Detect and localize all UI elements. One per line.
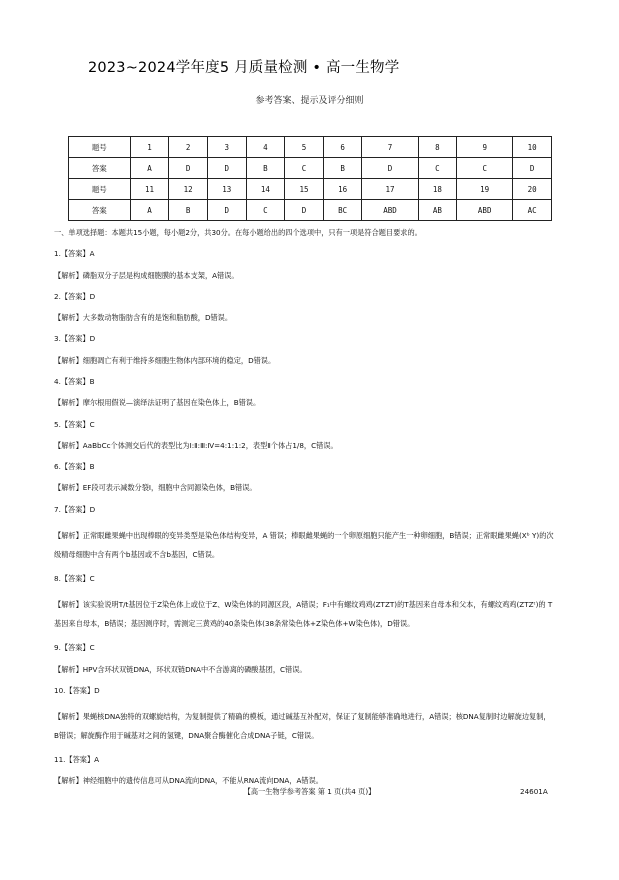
table-cell: D — [207, 158, 246, 179]
explanation-text: 【解析】神经细胞中的遗传信息可从DNA流向DNA，不能从RNA流向DNA，A错误。 — [54, 776, 323, 786]
table-cell: 19 — [457, 179, 513, 200]
table-cell: BC — [323, 200, 362, 221]
answer-line: 6.【答案】B — [54, 462, 95, 472]
table-cell: 6 — [323, 137, 362, 158]
table-cell: D — [362, 158, 418, 179]
table-cell: 16 — [323, 179, 362, 200]
answer-line: 2.【答案】D — [54, 291, 96, 301]
table-cell: 5 — [285, 137, 324, 158]
table-cell: B — [169, 200, 208, 221]
table-cell: 14 — [246, 179, 285, 200]
answer-line: 4.【答案】B — [54, 376, 95, 386]
table-cell: 12 — [169, 179, 208, 200]
explanation-text: 【解析】大多数动物脂肪含有的是饱和脂肪酸，D错误。 — [54, 313, 233, 323]
table-cell: ABD — [457, 200, 513, 221]
answer-line: 9.【答案】C — [54, 643, 95, 653]
document-code: 24601A — [520, 787, 548, 796]
table-cell: 10 — [513, 137, 552, 158]
table-cell: 3 — [207, 137, 246, 158]
section-intro: 一、单项选择题：本题共15小题，每小题2分，共30分。在每小题给出的四个选项中，只有一项是符合题目要求的。 — [54, 228, 422, 237]
answer-line: 11.【答案】A — [54, 755, 100, 765]
table-cell: C — [418, 158, 457, 179]
table-row — [69, 179, 552, 200]
answer-line: 3.【答案】D — [54, 334, 96, 344]
table-cell: B — [323, 158, 362, 179]
table-cell: 8 — [418, 137, 457, 158]
solutions-body — [54, 228, 554, 798]
table-cell: 4 — [246, 137, 285, 158]
table-row — [69, 200, 552, 221]
answer-table — [68, 136, 552, 221]
answer-line: 1.【答案】A — [54, 249, 95, 259]
answer-line: 7.【答案】D — [54, 504, 96, 514]
table-cell: 20 — [513, 179, 552, 200]
table-cell: 13 — [207, 179, 246, 200]
table-cell: 15 — [285, 179, 324, 200]
table-cell: C — [246, 200, 285, 221]
table-cell: C — [457, 158, 513, 179]
page-subtitle: 参考答案、提示及评分细则 — [255, 96, 364, 106]
answer-line: 8.【答案】C — [54, 573, 95, 583]
table-row — [69, 137, 552, 158]
table-cell: D — [513, 158, 552, 179]
answer-line: 5.【答案】C — [54, 419, 95, 429]
table-cell: 7 — [362, 137, 418, 158]
table-cell: C — [285, 158, 324, 179]
row-header-cell: 题号 — [69, 137, 131, 158]
explanation-text: 【解析】果蝇核DNA独特的双螺旋结构，为复制提供了精确的模板，通过碱基互补配对，保证了复制能够准确地进行，A错误；核DNA复制时边解旋边复制，B错误；解旋酶作用于碱基对之间的氢键，DNA聚合酶催化合成DNA子链，C错误。 — [54, 712, 551, 741]
table-cell: A — [130, 200, 169, 221]
table-cell: D — [285, 200, 324, 221]
table-cell: ABD — [362, 200, 418, 221]
table-cell: AB — [418, 200, 457, 221]
explanation-text: 【解析】AaBbCc个体测交后代的表型比为Ⅰ:Ⅱ:Ⅲ:Ⅳ=4:1:1:2，表型Ⅱ个体占1/8，C错误。 — [54, 440, 338, 450]
table-cell: 11 — [130, 179, 169, 200]
table-cell: 18 — [418, 179, 457, 200]
explanation-text: 【解析】EF段可表示减数分裂Ⅰ，细胞中含同源染色体，B错误。 — [54, 483, 257, 493]
table-cell: D — [169, 158, 208, 179]
table-cell: 17 — [362, 179, 418, 200]
table-cell: AC — [513, 200, 552, 221]
answer-line: 10.【答案】D — [54, 685, 100, 695]
table-cell: 9 — [457, 137, 513, 158]
table-cell: B — [246, 158, 285, 179]
table-cell: A — [130, 158, 169, 179]
explanation-text: 【解析】正常眼雌果蝇中出现棒眼的变异类型是染色体结构变异，A 错误；棒眼雌果蝇的一个卵原细胞只能产生一种卵细胞，B错误；正常眼雌果蝇(Xᵇ Y)的次级精母细胞中含有两个b基因或不含b基因，C错误。 — [54, 530, 554, 559]
table-cell: 2 — [169, 137, 208, 158]
explanation-text: 【解析】磷脂双分子层是构成细胞膜的基本支架，A错误。 — [54, 270, 239, 280]
explanation-text: 【解析】HPV含环状双链DNA，环状双链DNA中不含游离的磷酸基团，C错误。 — [54, 664, 307, 674]
page-title: 2023~2024学年度5 月质量检测 • 高一生物学 — [88, 60, 400, 76]
table-cell: 1 — [130, 137, 169, 158]
explanation-text: 【解析】该实验说明T/t基因位于Z染色体上或位于Z、W染色体的同源区段，A错误；F₁中有螺纹鸡鸡(ZTZT)的T基因来自母本和父本，有螺纹鸡鸡(ZTZᵗ)的 T 基因来自母本，B错误；基因测序时，需测定三黄鸡的40条染色体(38条常染色体+Z染色体+W染色体)，D错误。 — [54, 600, 553, 629]
table-cell: D — [207, 200, 246, 221]
page-footer: 【高一生物学参考答案 第 1 页(共4 页)】 — [243, 787, 376, 796]
row-header-cell: 答案 — [69, 158, 131, 179]
question-list — [54, 249, 554, 786]
explanation-text: 【解析】摩尔根用假说—演绎法证明了基因在染色体上，B错误。 — [54, 398, 261, 408]
row-header-cell: 答案 — [69, 200, 131, 221]
row-header-cell: 题号 — [69, 179, 131, 200]
explanation-text: 【解析】细胞凋亡有利于维持多细胞生物体内部环境的稳定，D错误。 — [54, 355, 276, 365]
table-row — [69, 158, 552, 179]
